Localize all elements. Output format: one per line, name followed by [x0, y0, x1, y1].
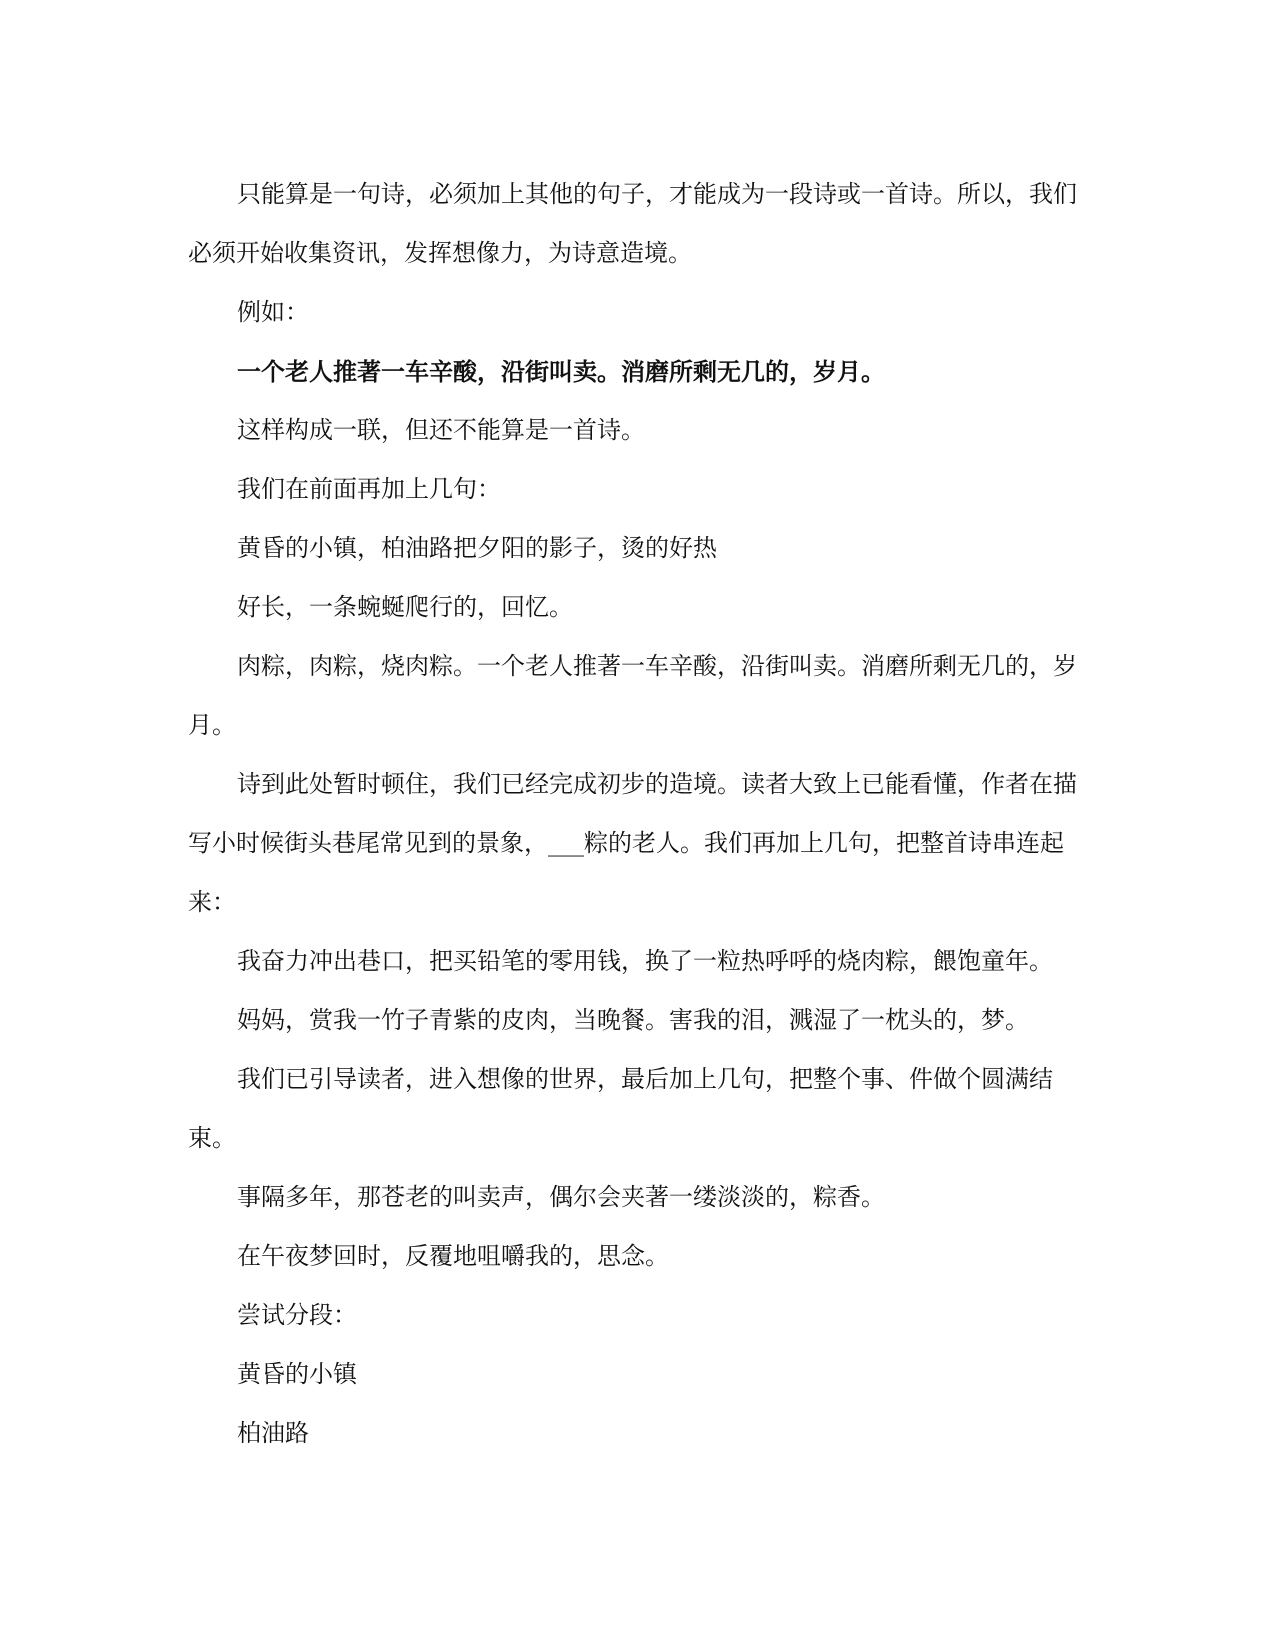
poem-line: 黄昏的小镇，柏油路把夕阳的影子，烫的好热 — [237, 534, 717, 562]
poem-line: 我奋力冲出巷口，把买铅笔的零用钱，换了一粒热呼呼的烧肉粽，餵饱童年。 — [237, 947, 1053, 975]
paragraph-couplet-note: 这样构成一联，但还不能算是一首诗。 — [237, 416, 645, 444]
poem-line: 在午夜梦回时，反覆地咀嚼我的，思念。 — [237, 1242, 669, 1270]
poem-line: 事隔多年，那苍老的叫卖声，偶尔会夹著一缕淡淡的，粽香。 — [237, 1183, 885, 1211]
poem-line: 黄昏的小镇 — [237, 1360, 357, 1388]
paragraph-try-segment: 尝试分段： — [237, 1301, 357, 1329]
paragraph-intro: 只能算是一句诗，必须加上其他的句子，才能成为一段诗或一首诗。所以，我们必须开始收集资讯，发挥想像力，为诗意造境。 — [188, 180, 1077, 267]
paragraph-example-line: 一个老人推著一车辛酸，沿街叫卖。消磨所剩无几的，岁月。 — [237, 357, 885, 386]
poem-line: 肉粽，肉粽，烧肉粽。一个老人推著一车辛酸，沿街叫卖。消磨所剩无几的，岁月。 — [188, 652, 1077, 739]
document-body — [188, 165, 1088, 1463]
paragraph-commentary: 诗到此处暂时顿住，我们已经完成初步的造境。读者大致上已能看懂，作者在描写小时候街头巷尾常见到的景象，___粽的老人。我们再加上几句，把整首诗串连起来： — [188, 770, 1077, 916]
paragraph-example-label: 例如： — [237, 298, 309, 326]
poem-line: 好长，一条蜿蜒爬行的，回忆。 — [237, 593, 573, 621]
poem-line: 柏油路 — [237, 1419, 309, 1447]
poem-line: 妈妈，赏我一竹子青紫的皮肉，当晚餐。害我的泪，溅湿了一枕头的，梦。 — [237, 1006, 1029, 1034]
paragraph-add-lines: 我们在前面再加上几句： — [237, 475, 501, 503]
paragraph-commentary: 我们已引导读者，进入想像的世界，最后加上几句，把整个事、件做个圆满结束。 — [188, 1065, 1053, 1152]
